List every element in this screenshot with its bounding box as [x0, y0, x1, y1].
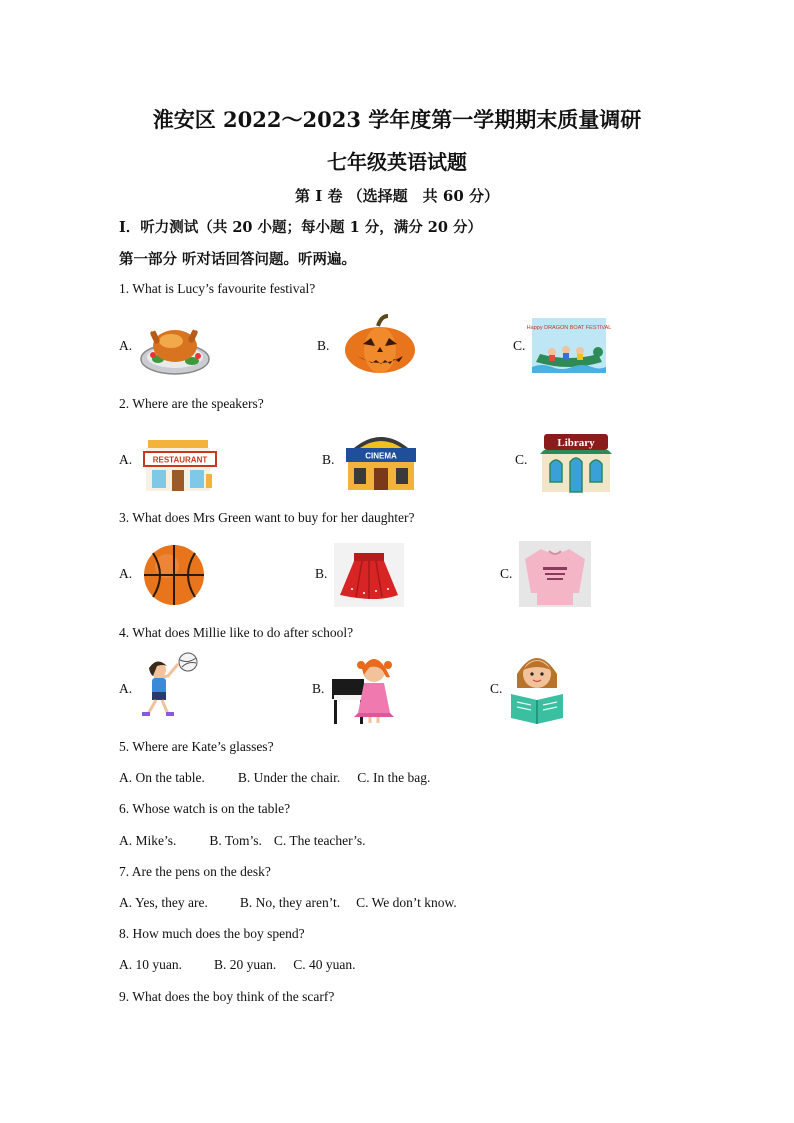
- restaurant-sign: RESTAURANT: [152, 455, 208, 465]
- q5-option-b: B. Under the chair.: [237, 770, 341, 785]
- q8-option-a: A. 10 yuan.: [119, 957, 182, 972]
- q2-label-a: A.: [119, 452, 133, 467]
- section-heading: Ⅰ．听力测试（共 20 小题；每小题 1 分，满分 20 分）: [119, 219, 483, 236]
- question-3: 3. What does Mrs Green want to buy for her daughter?: [119, 510, 415, 525]
- girl-volleyball-image: [136, 652, 202, 724]
- q6-options: [119, 833, 366, 849]
- q6-option-a: A. Mike’s.: [119, 833, 177, 848]
- exam-subtitle: 七年级英语试题: [327, 150, 467, 174]
- q1-label-b: B.: [317, 338, 330, 353]
- question-5: 5. Where are Kate’s glasses?: [119, 739, 274, 754]
- q4-label-c: C.: [490, 681, 503, 696]
- question-1: 1. What is Lucy’s favourite festival?: [119, 281, 316, 296]
- q7-option-b: B. No, they aren’t.: [239, 895, 341, 910]
- restaurant-image: [142, 436, 220, 491]
- q2-label-c: C.: [515, 452, 528, 467]
- q6-option-b: B. Tom’s.: [209, 833, 262, 848]
- part-heading: 第一部分 听对话回答问题。听两遍。: [119, 251, 357, 268]
- q1-label-a: A.: [119, 338, 133, 353]
- roast-turkey-image: [138, 315, 212, 377]
- question-7: 7. Are the pens on the desk?: [119, 864, 271, 879]
- q5-options: [119, 770, 430, 786]
- question-6: 6. Whose watch is on the table?: [119, 801, 291, 816]
- q5-option-a: A. On the table.: [119, 770, 205, 785]
- exam-title: 淮安区 2022～2023 学年度第一学期期末质量调研: [152, 107, 642, 132]
- question-9: 9. What does the boy think of the scarf?: [119, 989, 335, 1004]
- q8-option-b: B. 20 yuan.: [214, 957, 277, 972]
- red-skirt-image: [334, 543, 404, 607]
- q5-option-c: C. In the bag.: [357, 770, 431, 785]
- q7-option-a: A. Yes, they are.: [119, 895, 208, 910]
- dragon-boat-card-text: Happy DRAGON BOAT FESTIVAL: [526, 325, 612, 331]
- library-image: [538, 432, 614, 492]
- q7-option-c: C. We don’t know.: [356, 895, 457, 910]
- q3-label-c: C.: [500, 566, 513, 581]
- question-4: 4. What does Millie like to do after school?: [119, 625, 354, 640]
- q8-options: [119, 957, 356, 973]
- q8-option-c: C. 40 yuan.: [293, 957, 356, 972]
- q4-label-a: A.: [119, 681, 133, 696]
- question-2: 2. Where are the speakers?: [119, 396, 264, 411]
- q1-label-c: C.: [513, 338, 526, 353]
- volume-heading: 第 I 卷 （选择题 共 60 分）: [294, 187, 499, 205]
- girl-piano-image: [330, 651, 396, 725]
- library-sign: Library: [557, 437, 595, 449]
- q4-label-b: B.: [312, 681, 325, 696]
- question-8: 8. How much does the boy spend?: [119, 926, 305, 941]
- cinema-image: [344, 430, 418, 490]
- q6-option-c: C. The teacher’s.: [273, 833, 366, 848]
- q3-label-a: A.: [119, 566, 133, 581]
- q2-label-b: B.: [322, 452, 335, 467]
- girl-reading-image: [507, 648, 567, 724]
- pink-sweater-image: [519, 541, 591, 607]
- q7-options: [119, 895, 457, 911]
- q3-label-b: B.: [315, 566, 328, 581]
- cinema-sign: CINEMA: [365, 451, 397, 461]
- pumpkin-lantern-image: [343, 314, 417, 374]
- basketball-image: [143, 544, 205, 606]
- dragon-boat-image: [526, 318, 612, 373]
